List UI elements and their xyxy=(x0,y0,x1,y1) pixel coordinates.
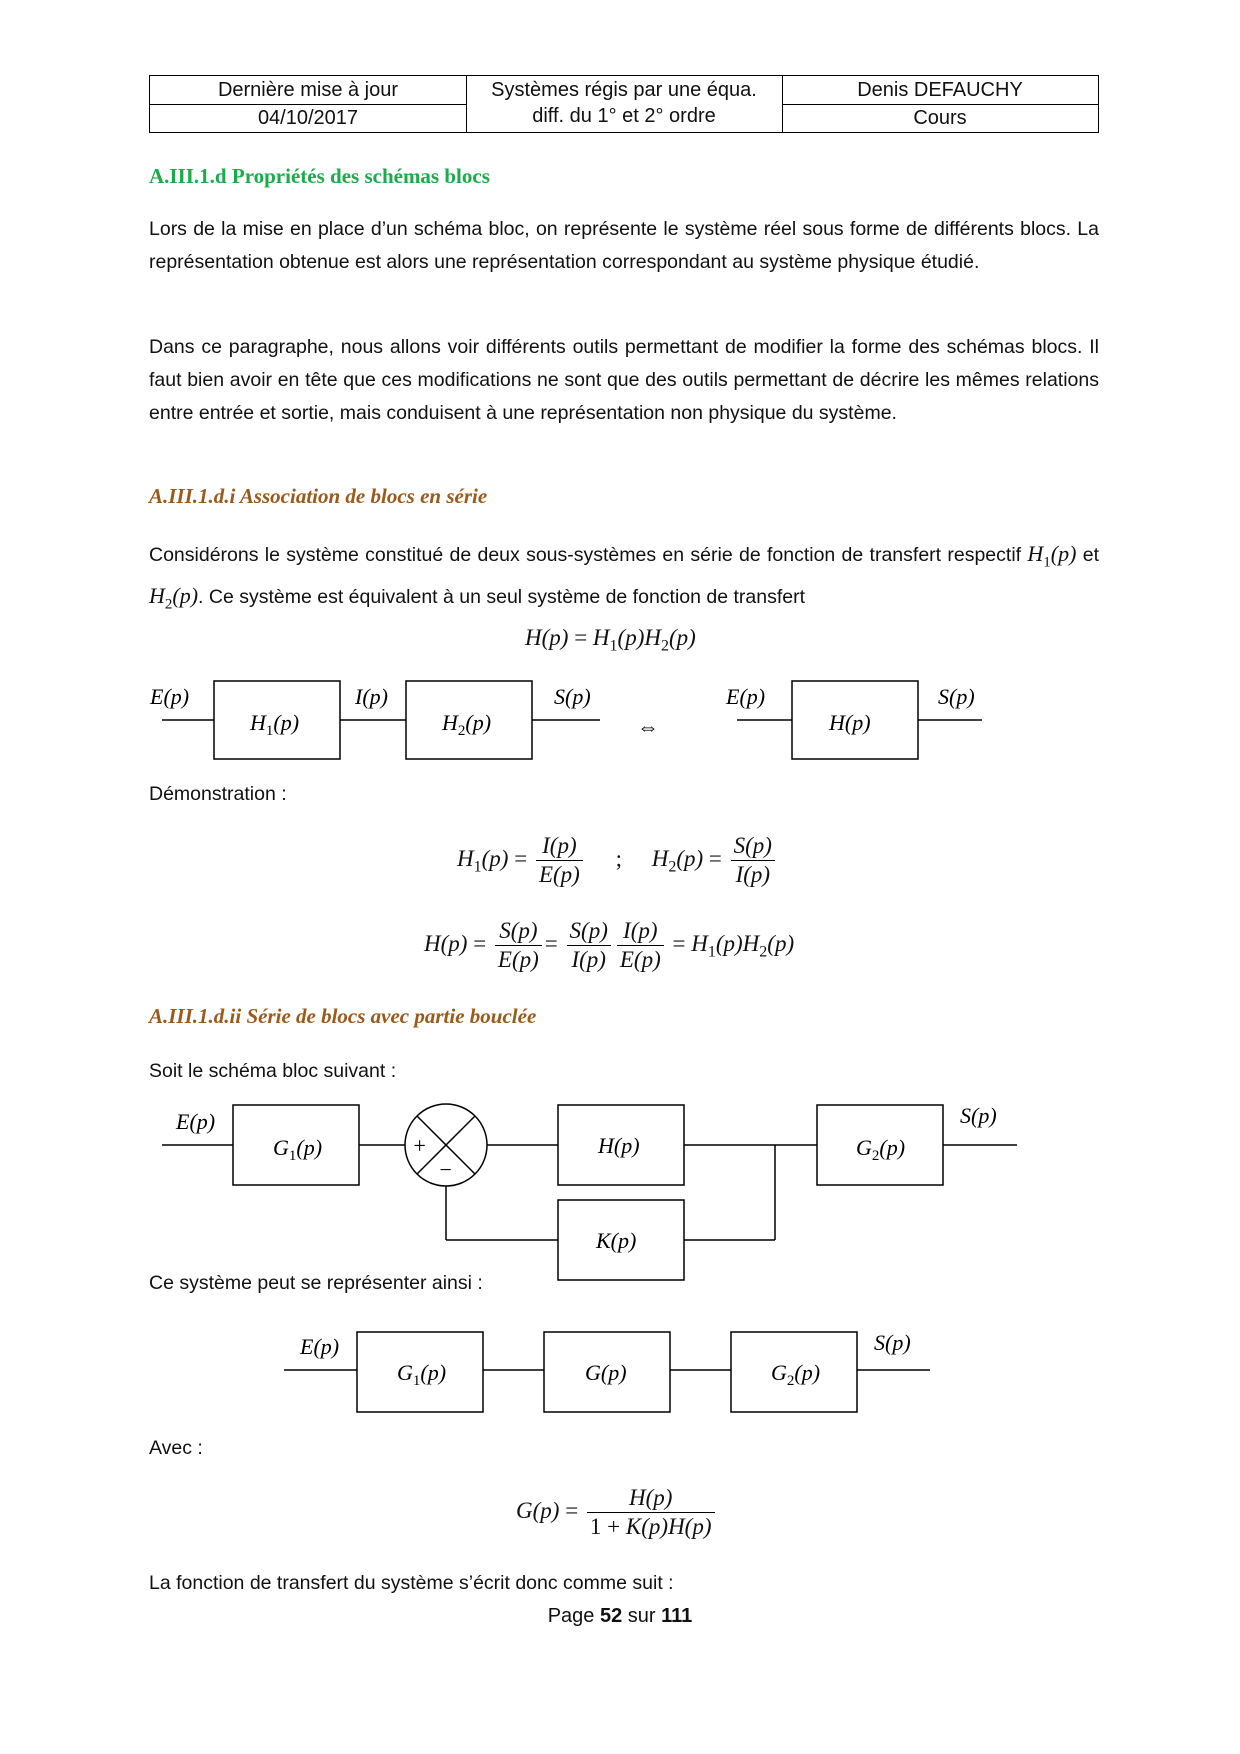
subsection-1-title: A.III.1.d.i Association de blocs en série xyxy=(149,484,488,508)
subsection-2-title: A.III.1.d.ii Série de blocs avec partie bouclée xyxy=(149,1004,537,1028)
page-footer: Page 52 sur 111 xyxy=(547,1605,693,1627)
d2-block-k: K(p) xyxy=(596,1228,637,1253)
section-title: A.III.1.d Propriétés des schémas blocs xyxy=(149,164,490,188)
d1-block-h: H(p) xyxy=(829,710,871,735)
equation-series: $H(p) = H_1(p)H_2(p)$ xyxy=(525,625,696,655)
d3-block-g1: $G_1(p)$ xyxy=(397,1360,447,1389)
d1-block-h2: $H_2(p)$ xyxy=(442,710,492,739)
d3-input-label: E(p) xyxy=(300,1334,340,1359)
d3-block-g: G(p) xyxy=(585,1360,627,1385)
section-paragraph-2: Dans ce paragraphe, nous allons voir différents outils permettant de modifier la forme des schémas blocs. Il faut bien avoir en tête que ces modifications ne sont que des outils permettant de décrire les mêmes relations entre entrée et sortie, mais conduisent à une représentation non physique du système. xyxy=(149,336,1099,424)
d1-eq-output-label: S(p) xyxy=(938,684,975,709)
equivalence-icon: ⇔ xyxy=(637,714,659,739)
d1-output-label: S(p) xyxy=(554,684,591,709)
d1-intermediate-label: I(p) xyxy=(355,684,388,709)
transfer-function-intro: La fonction de transfert du système s’écrit donc comme suit : xyxy=(149,1572,674,1594)
equivalent-block-diagram xyxy=(280,1318,940,1418)
doc-title-line1: Systèmes régis par une équa. xyxy=(491,79,757,101)
author: Denis DEFAUCHY xyxy=(857,79,1023,101)
d1-eq-input-label: E(p) xyxy=(726,684,766,709)
d1-block-h1: $H_1(p)$ xyxy=(250,710,300,739)
section-paragraph-1: Lors de la mise en place d’un schéma bloc, on représente le système réel sous forme de différents blocs. La représentation obtenue est alors une représentation correspondant au système physique étudié. xyxy=(149,218,1099,273)
loop-block-diagram xyxy=(140,1095,1040,1285)
d3-output-label: S(p) xyxy=(874,1330,911,1355)
equation-demonstration: H(p) = $\frac{S(p)}{E(p)}$ = $\frac{S(p)}{I(p)}$ $\frac{I(p)}{E(p)}$ = $H_1(p)H_2(p)$ xyxy=(424,918,795,972)
subsection-2-representation: Ce système peut se représenter ainsi : xyxy=(149,1272,483,1294)
subsection-1-paragraph: Considérons le système constitué de deux sous-systèmes en série de fonction de transfert respectif $H_1(p)$ et $H_2(p)$. Ce système est équivalent à un seul système de fonction de transfert xyxy=(149,541,1100,613)
avec-label: Avec : xyxy=(149,1437,203,1459)
series-block-diagram xyxy=(140,668,1000,768)
summing-minus-sign: − xyxy=(438,1157,453,1182)
d2-block-h: H(p) xyxy=(598,1133,640,1158)
equation-closed-loop: G(p) = $\frac{H(p)}{1 + K(p)H(p)}$ xyxy=(516,1485,718,1540)
header-table xyxy=(149,75,1099,133)
doc-title-line2: diff. du 1° et 2° ordre xyxy=(532,105,716,127)
update-date: 04/10/2017 xyxy=(257,107,359,129)
equation-h1-h2: $H_1(p)$ = $\frac{I(p)}{E(p)}$ ; $H_2(p)$ = $\frac{S(p)}{I(p)}$ xyxy=(457,833,778,888)
summing-plus-sign: + xyxy=(412,1133,427,1158)
d2-block-g1: $G_1(p)$ xyxy=(273,1135,323,1164)
demo-label: Démonstration : xyxy=(149,783,287,805)
d3-block-g2: $G_2(p)$ xyxy=(771,1360,821,1389)
d1-input-label: E(p) xyxy=(150,684,190,709)
subsection-2-intro: Soit le schéma bloc suivant : xyxy=(149,1060,397,1082)
page-total: 111 xyxy=(661,1605,693,1627)
doc-type: Cours xyxy=(913,107,967,129)
d2-input-label: E(p) xyxy=(176,1109,216,1134)
page-number: 52 xyxy=(599,1605,623,1627)
last-update-label: Dernière mise à jour xyxy=(217,79,399,101)
d2-output-label: S(p) xyxy=(960,1103,997,1128)
d2-block-g2: $G_2(p)$ xyxy=(856,1135,906,1164)
